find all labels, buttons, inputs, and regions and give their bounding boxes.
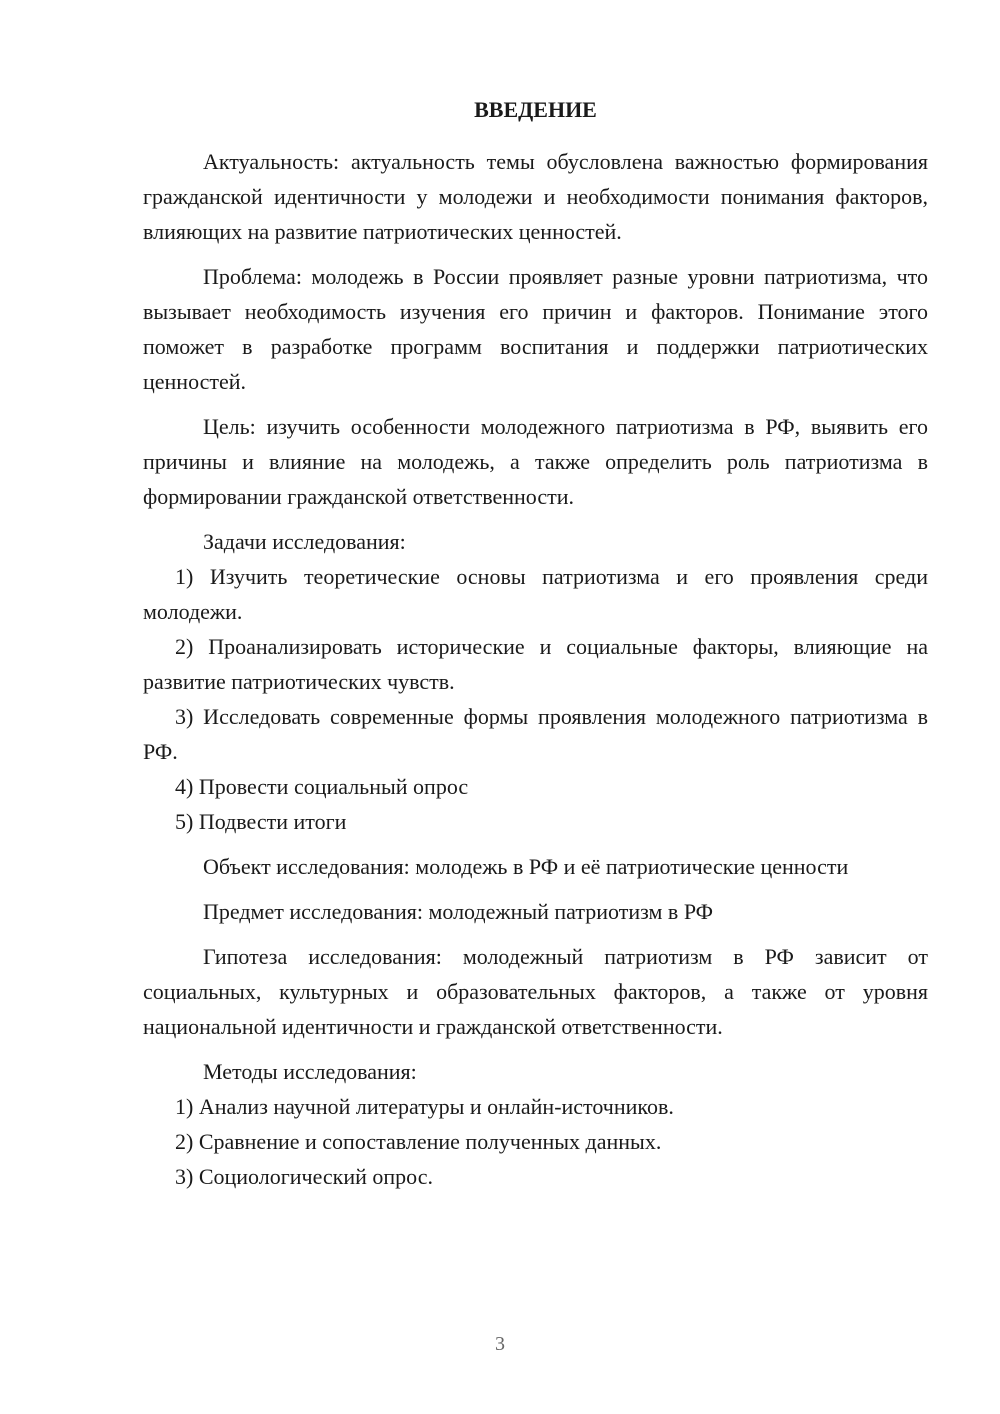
methods-heading: Методы исследования: <box>203 1059 417 1084</box>
goal-paragraph: Цель: изучить особенности молодежного патриотизма в РФ, выявить его причины и влияние на молодежь, а также определить роль патриотизма в формировании гражданской ответственности. <box>143 414 928 509</box>
page-title: ВВЕДЕНИЕ <box>474 97 597 122</box>
task-item-4: 4) Провести социальный опрос <box>175 774 469 799</box>
method-item-2: 2) Сравнение и сопоставление полученных данных. <box>175 1129 662 1154</box>
method-item-3: 3) Социологический опрос. <box>175 1164 433 1189</box>
task-item-1: 1) Изучить теоретические основы патриотизма и его проявления среди молодежи. <box>143 564 928 624</box>
task-item-3: 3) Исследовать современные формы проявления молодежного патриотизма в РФ. <box>143 704 928 764</box>
object-paragraph: Объект исследования: молодежь в РФ и её патриотические ценности <box>203 854 849 879</box>
page-number: 3 <box>495 1333 505 1355</box>
task-item-5: 5) Подвести итоги <box>175 809 347 834</box>
task-item-2: 2) Проанализировать исторические и социальные факторы, влияющие на развитие патриотических чувств. <box>143 634 928 694</box>
document-page <box>143 94 928 1194</box>
problem-paragraph: Проблема: молодежь в России проявляет разные уровни патриотизма, что вызывает необходимость изучения его причин и факторов. Понимание этого поможет в разработке программ воспитания и поддержки патриотических ценностей. <box>143 264 928 394</box>
method-item-1: 1) Анализ научной литературы и онлайн-источников. <box>175 1094 674 1119</box>
hypothesis-paragraph: Гипотеза исследования: молодежный патриотизм в РФ зависит от социальных, культурных и образовательных факторов, а также от уровня национальной идентичности и гражданской ответственности. <box>143 944 928 1039</box>
relevance-paragraph: Актуальность: актуальность темы обусловлена важностью формирования гражданской идентичности у молодежи и необходимости понимания факторов, влияющих на развитие патриотических ценностей. <box>143 149 928 244</box>
tasks-heading: Задачи исследования: <box>203 529 406 554</box>
subject-paragraph: Предмет исследования: молодежный патриотизм в РФ <box>203 899 714 924</box>
